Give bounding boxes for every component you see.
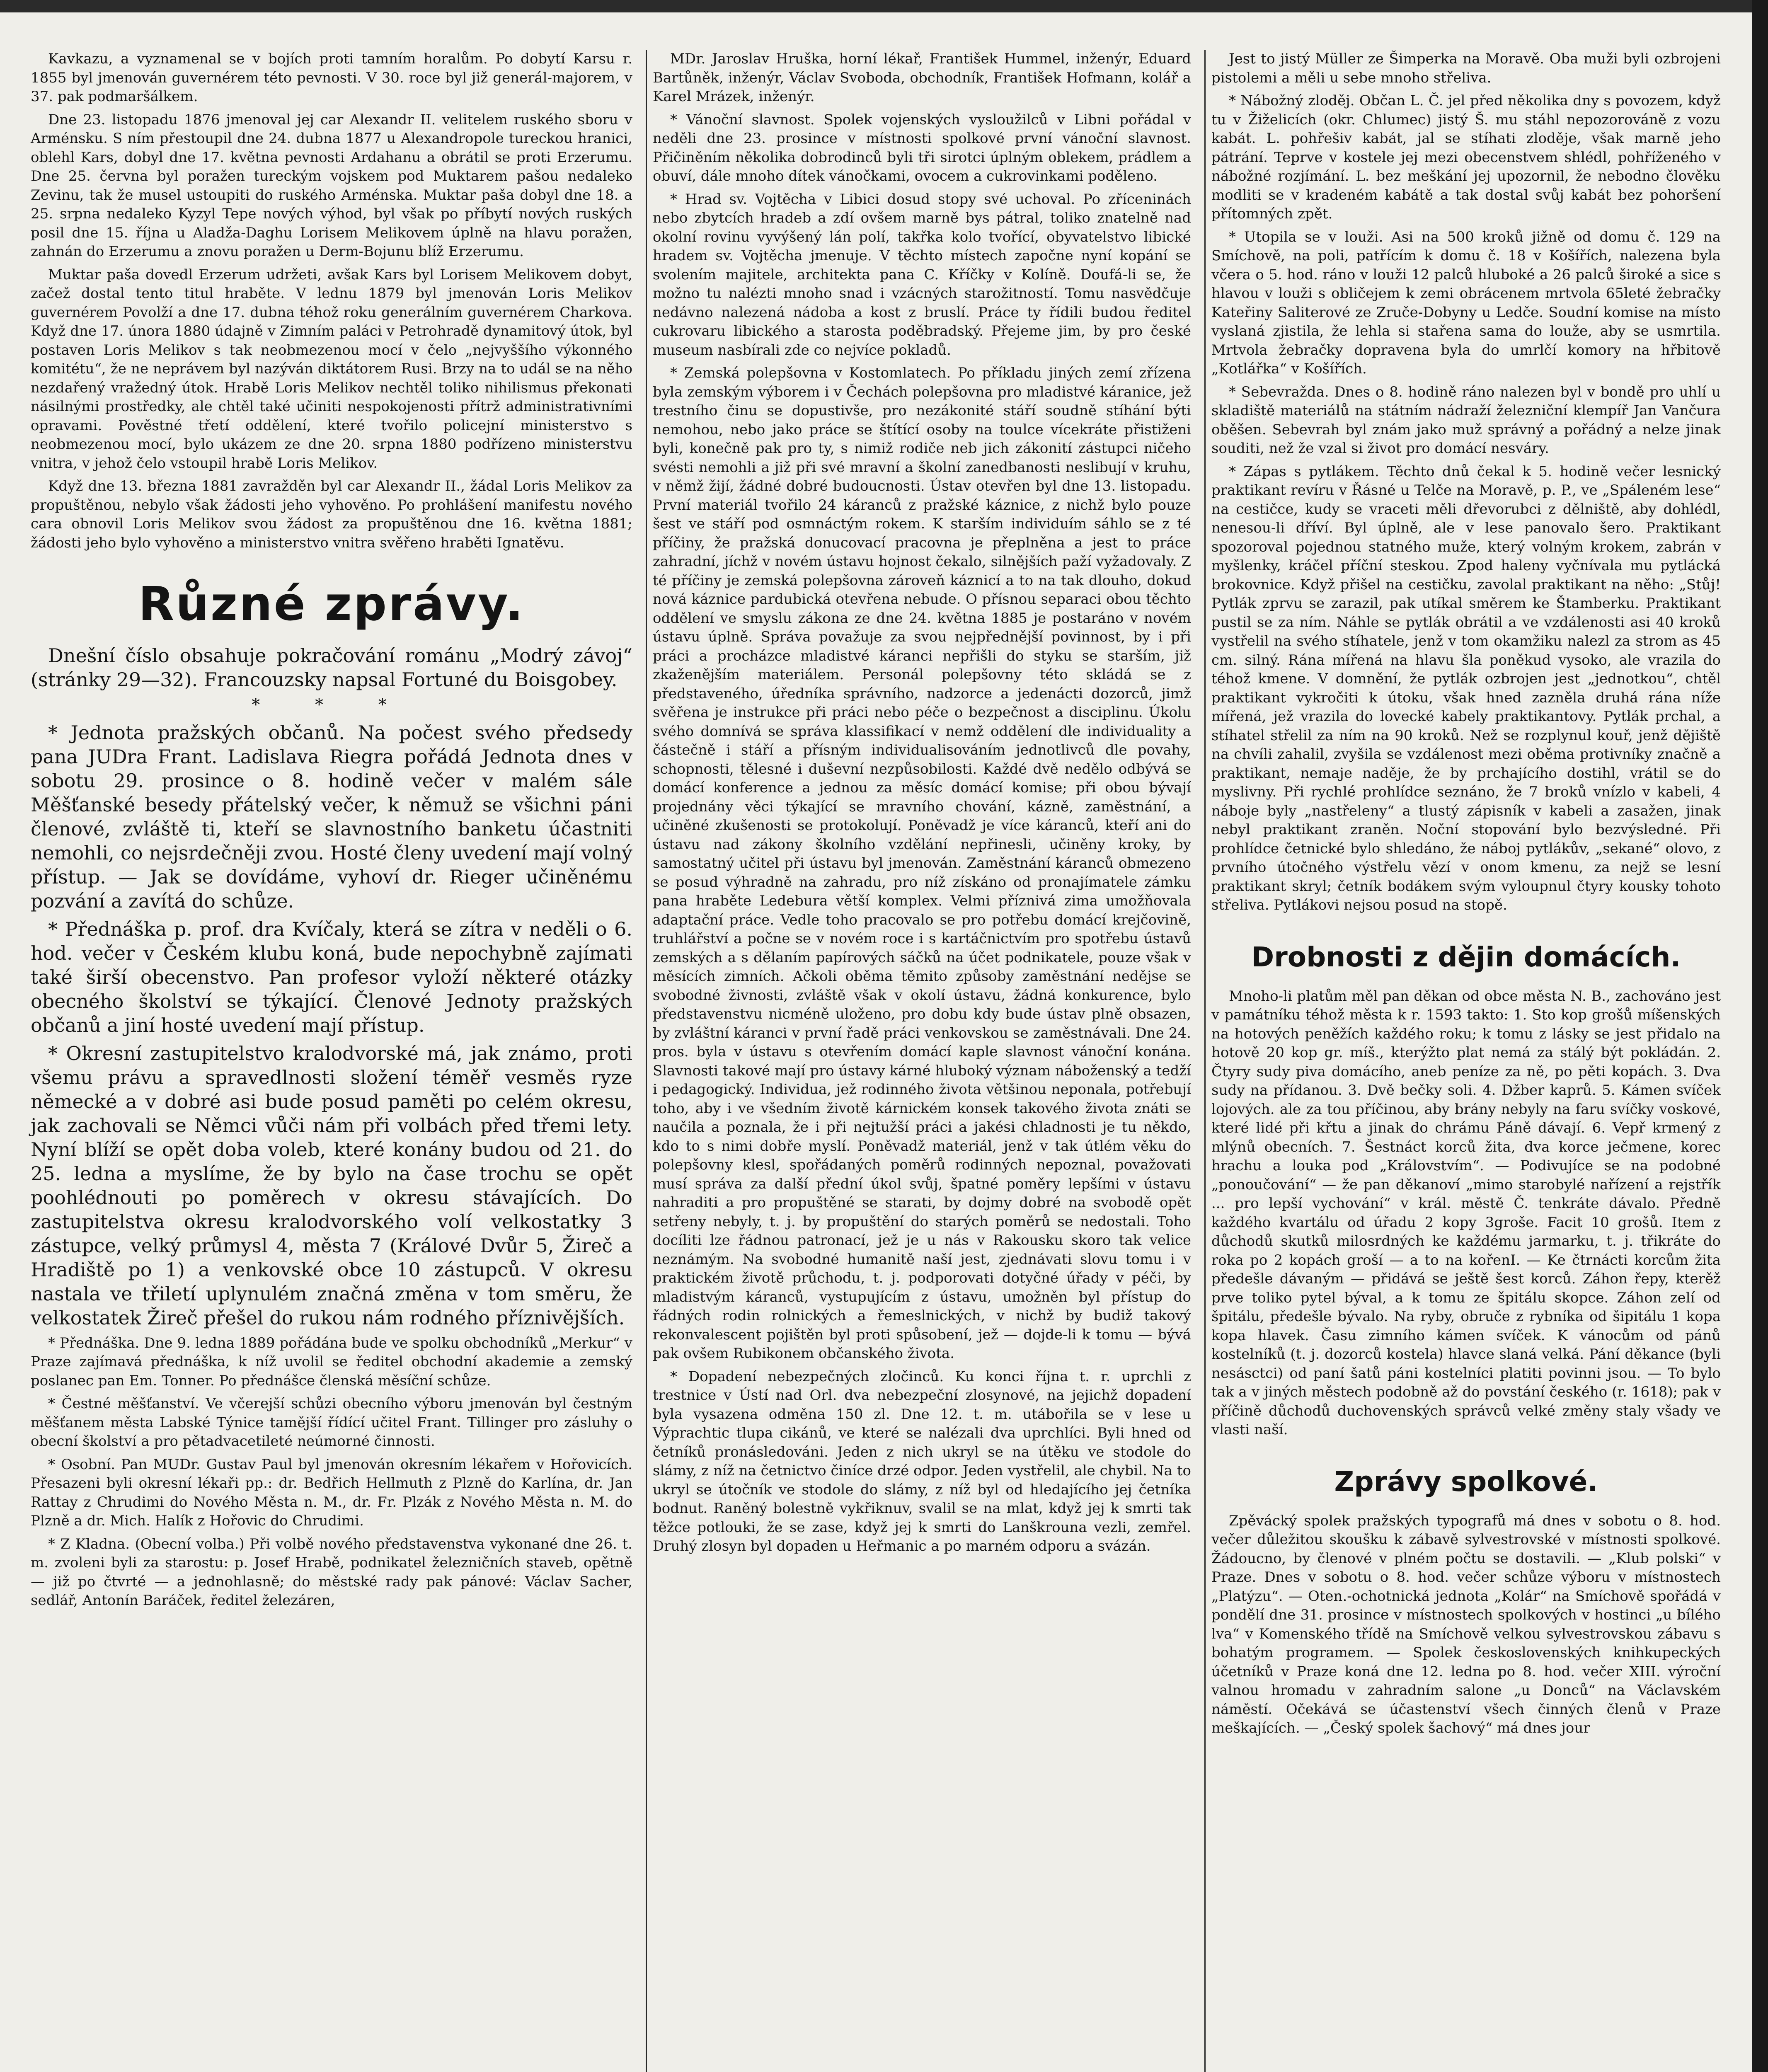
column-middle <box>646 50 1197 2072</box>
news-item: * Vánoční slavnost. Spolek vojenských vysloužilců v Libni pořádal v neděli dne 23. prosince v místnosti spolkové první vánoční slavnost. Přičiněním několika dobrodinců byli tři sirotci úplným oblekem, prádlem a obuví, dále mnoho dítek vánočkami, ovocem a cukrovinkami poděleno. <box>653 111 1191 184</box>
section-title-ruzne-zpravy: Různé zprávy. <box>138 577 525 631</box>
separator-asterisks: * * * <box>252 695 412 714</box>
news-item: * Čestné měšťanství. Ve včerejší schůzi obecního výboru jmenován byl čestným měšťanem města Labské Týnice tamější řídící učitel Frant. Tillinger pro zásluhy o obecní školství a pro pětadvacetileté neúmorné činnosti. <box>31 1395 632 1450</box>
news-item: * Z Kladna. (Obecní volba.) Při volbě nového představenstva vykonané dne 26. t. m. zvoleni byli za starostu: p. Josef Hrabě, podnikatel železničních staveb, opětně — již po čtvrté — a jednohlasně; do městské rady pak pánové: Václav Sacher, sedlář, Antonín Baráček, ředitel železáren, <box>31 1535 632 1609</box>
news-item: * Zápas s pytlákem. Těchto dnů čekal k 5. hodině večer lesnický praktikant revíru v Řásné u Telče na Moravě, p. P., ve „Spáleném lese“ na cestičce, kudy se vraceti měli dřevorubci z dělniště, aby dohlédl, nenesou-li dříví. Byl úplně, ale v lese panovalo šero. Praktikant spozoroval pojednou statného muže, který volným krokem, zabrán v myšlenky, kráčel příční steskou. Zpod haleny vyčnívala mu pytlácká brokovnice. Když přišel na cestičku, zavolal praktikant na něho: „Stůj! Pytlák zprvu se zarazil, pak utíkal směrem ke Štamberku. Praktikant pustil se za ním. Náhle se pytlák obrátil a ve vzdálenosti asi 40 kroků vystřelil na svého stíhatele, jenž v tom okamžiku nalezl za strom as 45 cm. silný. Rána mířená na hlavu šla poněkud vysoko, ale vrazila do téhož kmene. V domnění, že pytlák ozbrojen jest „jednotkou“, chtěl praktikant vykročiti k útoku, však hned zazněla druhá rána níže mířená, jež vrazila do lovecké kabely praktikantovy. Pytlák prchal, a stíhatel střelil za ním na 90 kroků. Než se rozplynul kouř, jenž dějiště na chvíli zahalil, zvyšila se vzdálenost mezi oběma protivníky značně a praktikant, nemaje naděje, že by prchajícího dostihl, vrátil se do myslivny. Při rychlé prohlídce seznáno, že 7 broků vnízlo v kabeli, 4 náboje byly „nastřeleny“ a tlustý zápisník v kabeli a zasažen, jinak nebyl praktikant zraněn. Noční stopování bylo bezvýsledné. Při prohlídce četnické bylo shledáno, že náboj pytlákův, „sekané“ olovo, z prvního útočného výstřelu vězí v onom kmenu, za nejž se lesní praktikant skryl; četník bodákem svým vyloupnul čtyry kousky tohoto střeliva. Pytlákovi nejsou posud na stopě. <box>1211 463 1721 913</box>
news-item: * Okresní zastupitelstvo kralodvorské má, jak známo, proti všemu právu a spravedlnosti složení téměř vesměs ryze německé a v dobré asi bude posud paměti po celém okresu, jak zachovali se Němci vůči nám při volbách před třemi lety. Nyní blíží se opět doba voleb, které konány budou od 21. do 25. ledna a myslíme, že by bylo na čase trochu se opět poohlédnouti po poměrech v okresu stávajících. Do zastupitelstva okresu kralodvorského volí velkostatky 3 zástupce, velký průmysl 4, města 7 (Králové Dvůr 5, Žireč a Hradiště po 1) a venkovské obce 10 zástupců. V okresu nastala ve třiletí uplynulém značná změna v tom směru, že velkostatek Žireč přešel do rukou nám rodného příznivějších. <box>31 1042 632 1329</box>
history-item: Mnoho-li platům měl pan děkan od obce města N. B., zachováno jest v památníku téhož města k r. 1593 takto: 1. Sto kop grošů míšenských na hotových peněžích každého roku; k tomu z lásky se jest přidalo na hotově 20 kop gr. míš., kterýžto plat nemá za stálý být pokládán. 2. Čtyry sudy piva domácího, aneb peníze za ně, po pěti kopách. 3. Dva sudy na přídanou. 3. Dvě bečky soli. 4. Džber kaprů. 5. Kámen svíček lojových. ale za tou příčinou, aby brány nebyly na faru svíčky voskové, které lidé při křtu a jinak do chrámu Páně dávají. 6. Vepř krmený z mlýnů obecních. 7. Šestnáct korců žita, dva korce ječmene, korec hrachu a louka pod „Královstvím“. — Podivujíce se na podobné „ponoučování“ — že pan děkanoví „mimo starobylé nařízení a rejstřík ... pro lepší vychování“ v král. městě Č. tenkráte dávalo. Předně každého kvartálu od úřadu 2 kopy 3groše. Facit 10 grošů. Item z důchodů skutků milosrdných ke každému jarmarku, t. j. třikráte do roka po 2 kopách groší — a to na kořenI. — Ke čtrnácti korcům žita předešle dávaným — přidává se ještě šest korců. Záhon řepy, kterěž prve toliko pytel býval, a k tomu ze špitálu skopce. Záhon zelí od špitálu, předešle bývalo. Na ryby, obruče z rybníka od šipitálu 1 kopa kopa hlavek. Času zimního kámen svíček. K vánocům od pánů kostelníků (t. j. dozorců kostela) hlavce slaná velká. Pání děkance (byli nesásctci) od paní šatů páni kostelníci platiti povinni jsou. — To bylo tak a v jiných městech podobně až do povstání českého (r. 1618); pak v příčině důchodů duchovenských správců velké změny staly všady ve vlasti naší. <box>1211 988 1721 1438</box>
column-left <box>25 50 638 2072</box>
scan-top-edge <box>0 0 1768 12</box>
paragraph: Jest to jistý Müller ze Šimperka na Moravě. Oba muži byli ozbrojeni pistolemi a měli u sebe mnoho střeliva. <box>1211 51 1721 86</box>
paragraph: Muktar paša dovedl Erzerum udržeti, avšak Kars byl Lorisem Melikovem dobyt, začež dostal tento titul hraběte. V lednu 1879 byl jmenován Loris Melikov guvernérem Povolží a dne 17. dubna téhož roku generálním guvernérem Charkova. Když dne 17. února 1880 údajně v Zimním paláci v Petrohradě dynamitový útok, byl postaven Loris Melikov s tak neobmezenou mocí v čelo „nejvyššího výkonného komitétu“, že ne neprávem byl nazýván diktátorem Rusi. Brzy na to udál se na něho nezdařený vražedný útok. Hrabě Loris Melikov nechtěl toliko nihilismus překonati násilnými prostředky, ale chtěl také učiniti nespokojenosti přítrž administrativními opravami. Pověstné třetí oddělení, které tvořilo policejní ministerstvo s neobmezenou mocí, bylo ukázem ze dne 20. srpna 1880 podřízeno ministerstvu vnitra, v jehož čelo vstoupil hrabě Loris Melikov. <box>31 266 632 472</box>
news-item: * Přednáška p. prof. dra Kvíčaly, která se zítra v neděli o 6. hod. večer v Českém klubu koná, bude nepochybně zajímati také širší obecenstvo. Pan profesor vyloží některé otázky obecného školství se týkající. Členové Jednoty pražských občanů a jiní hosté uvedení mají přístup. <box>31 917 632 1036</box>
news-item: * Osobní. Pan MUDr. Gustav Paul byl jmenován okresním lékařem v Hořovicích. Přesazeni byli okresní lékaři pp.: dr. Bedřich Hellmuth z Plzně do Karlína, dr. Jan Rattay z Chrudimi do Nového Města n. M., dr. Fr. Plzák z Nového Města n. M. do Plzně a dr. Mich. Halík z Hořovic do Chrudimi. <box>31 1456 632 1529</box>
news-item: * Sebevražda. Dnes o 8. hodině ráno nalezen byl v bondě pro uhlí u skladiště materiálů na státním nádraží železniční klempíř Jan Vančura oběšen. Sebevrah byl znám jako muž správný a pořádný a nelze jinak souditi, než že vzal si život pro domácí nesváry. <box>1211 383 1721 457</box>
paragraph: MDr. Jaroslav Hruška, horní lékař, František Hummel, inženýr, Eduard Bartůněk, inženýr, Václav Svoboda, obchodník, František Hofmann, kolář a Karel Mrázek, inženýr. <box>653 51 1191 105</box>
news-item: * Jednota pražských občanů. Na počest svého předsedy pana JUDra Frant. Ladislava Riegra pořádá Jednota dnes v sobotu 29. prosince o 8. hodině večer v malém sále Měšťanské besedy přátelský večer, k němuž se všichni páni členové, zvláště ti, kteří se slavnostního banketu účastniti nemohli, co nejsrdečněji zvou. Hosté členy uvedení mají volný přístup. — Jak se dovídáme, vyhoví dr. Rieger učiněnému pozvání a zavítá do schůze. <box>31 721 632 912</box>
paragraph: Kavkazu, a vyznamenal se v bojích proti tamním horalům. Po dobytí Karsu r. 1855 byl jmenován guvernérem této pevnosti. V 30. roce byl již generál-majorem, v 37. pak podmaršálkem. <box>31 51 632 105</box>
news-item: * Zemská polepšovna v Kostomlatech. Po příkladu jiných zemí zřízena byla zemským výborem i v Čechách polepšovna pro mladistvé káranice, jež trestního činu se dopustivše, pro nezákonité stáří soudně stíhání býti nemohou, nebo jako práce se štítící osoby na toulce vícekráte přistiženi byli, konečně pak pro ty, s nimiž rodiče neb jich zákonití zástupci ničeho svésti nemohli a již při své mravní a školní zanedbanosti neslibují v kruhu, v němž žijí, žádné dobré budoucnosti. Ústav otevřen byl dne 13. listopadu. První materiál tvořilo 24 káranců z pražské káznice, z nichž bylo pouze šest ve stáří pod osmnáctým rokem. K starším individuím sáhlo se z té příčiny, že pražská donucovací pracovna je přeplněna a jest to práce zahradní, jíchž v novém ústavu hojnost čekalo, silnějších paží vyžadovaly. Z té příčiny je zemská polepšovna zároveň káznicí a to na tak dlouho, dokud nová káznice pardubická otevřena nebude. O přísnou separaci obou těchto oddělení ve smyslu zákona ze dne 24. května 1885 je postaráno v novém ústavu úplně. Správa považuje za svou nejpřednější povinnost, by i při práci a procházce mladistvé káranci nepřišli do styku se starším, již zkaženějším materiálem. Personál polepšovny této skládá se z představeného, úředníka správního, nadzorce a jedenácti dozorců, jimž svěřena je instrukce při práci nebo péče o bezpečnost a disciplinu. Úkolu svého domnívá se správa klassifikací v nemž oddělení dle individuality a částečně i stáří a přísným individualisováním jednotlivců dle povahy, schopnosti, tělesné i duševní nezpůsobilosti. Každé dvě nedělo odbývá se domácí konference a jednou za měsíc domácí komise; při obou bývají projednány věci týkající se mravního chování, kázně, zaměstnání, a učiněné zkušenosti se protokolují. Poněvadž je více káranců, kteří ani do ústavu nad zákony školního vzdělání nepřinesli, učiněny kroky, by samostatný učitel při ústavu byl jmenován. Zaměstnání káranců obmezeno se posud výhradně na zahradu, pro níž získáno od pronajímatele zámku pana hraběte Ledebura větší komplex. Velmi příznivá zima umožňovala adaptační práce. Vedle toho pracovalo se pro potřebu domácí krejčovině, truhlářství a počne se v novém roce i s kartáčnictvím pro spotřebu ústavů zemských a s dělaním papírových sáčků na účet podnikatele, pouze však v měsících zimních. Ačkoli oběma těmito způsoby zaměstnání nedějse se svobodné živnosti, zvláště však v okolí ústavu, žádná konkurence, bylo představenstvu nicméně uloženo, pro dobu kdy bude ústav plně obsazen, by zvláštní káranci v první řadě práci venkovskou se zaměstnávali. Dne 24. pros. byla v ústavu s otevřením domácí kaple slavnost vánoční konána. Slavnosti takové mají pro ústavy kárné hluboký význam náboženský a tedží i pedagogický. Individua, jež rodinného života většinou neponala, potřebují toho, aby i ve všedním životě kárnickém konsek takového života znáti se naučila a poznala, že i při nejtužší práci a jakési chladnosti je tu někdo, kdo to s nimi dobře myslí. Poněvadž materiál, jenž v tak útlém věku do polepšovny klesl, spořádaných poměrů rodinných nepoznal, považovati musí správa za další přední úkol svůj, špatné poměry lepšími v ústavu nahraditi a pro propuštěné se starati, by dojmy dobré na svobodě opět setřeny nebyly, t. j. by propuštění do starých poměrů se nedostali. Toho docíliti lze řádnou patronací, jež je u nás v Rakousku skoro tak velice neznámým. Na svobodné humanitě naší jest, zjednávati slovu tomu i v praktickém životě průchodu, t. j. podporovati dotyčné úřady v péči, by mladistvým káranců, vystupujícím z ústavu, umožněn byl přístup do řádných rodin rolnických a řemeslnických, v nichž by budiž takový rekonvalescent pojištěn byl proti spůsobení, jež — dojde-li k tomu — bývá pak ovšem Rubikonem občanského života. <box>653 365 1191 1362</box>
news-item: * Hrad sv. Vojtěcha v Libici dosud stopy své uchoval. Po zříceninách nebo zbytcích hradeb a zdí ovšem marně bys pátral, toliko znatelně nad okolní rovinu vyvýšený lán polí, takřka kolo tvořící, obyvatelstvo libické hradem sv. Vojtěcha jmenuje. V těchto místech započne nyní kopání se svolením majitele, architekta pana C. Kříčky v Kolíně. Doufá-li se, že možno tu nalézti mnoho snad i vzácných starožitností. Tomu nasvědčuje nedávno nalezená nádoba a kost z bruslí. Práce ty řídili budou ředitel cukrovaru libického a starosta poděbradský. Přejeme jim, by pro české museum nasbírali zde co nejvíce pokladů. <box>653 191 1191 358</box>
news-item: * Přednáška. Dne 9. ledna 1889 pořádána bude ve spolku obchodníků „Merkur“ v Praze zajímavá přednáška, k níž uvolil se ředitel obchodní akademie a zemský poslanec pan Em. Tonner. Po přednášce členská měsíční schůze. <box>31 1334 632 1389</box>
section-title-zpravy-spolkove: Zprávy spolkové. <box>1334 1465 1598 1498</box>
column-right <box>1204 50 1727 2072</box>
news-item: * Utopila se v louži. Asi na 500 kroků jižně od domu č. 129 na Smíchově, na poli, patřícím k domu č. 18 v Košířích, nalezena byla včera o 5. hod. ráno v louži 12 palců hluboké a 26 palců široké a sice s hlavou v louži s obličejem k zemi obrácenem mrtvola 65leté žebračky Kateřiny Saliterové ze Zruče-Dobyny u Ledče. Soudní komise na místo vyslaná zjistila, že lehla si stařena sama do louže, aby se usmrtila. Mrtvola žebračky dopravena byla do umrlčí komory na hřbitově „Kotlářka“ v Košířích. <box>1211 228 1721 377</box>
paragraph: Když dne 13. března 1881 zavražděn byl car Alexandr II., žádal Loris Melikov za propuštěnou, nebylo však žádosti jeho vyhověno. Po prohlášení manifestu nového cara obnovil Loris Melikov svou žádost za propuštěnou dne 16. května 1881; žádosti jeho bylo vyhověno a ministerstvo vnitra svěřeno hraběti Ignatěvu. <box>31 478 632 551</box>
newspaper-page <box>25 50 1727 2072</box>
paragraph: Dne 23. listopadu 1876 jmenoval jej car Alexandr II. velitelem ruského sboru v Arménsku. S ním přestoupil dne 24. dubna 1877 u Alexandropole tureckou hranici, oblehl Kars, dobyl dne 17. května pevnosti Ardahanu a obrátil se proti Erzerumu. Dne 25. června byl poražen tureckým vojskem pod Muktarem pašou nedaleko Zevinu, tak že musel ustoupiti do ruského Arménska. Muktar paša dobyl dne 18. a 25. srpna nedaleko Kyzyl Tepe nových výhod, byl však po příbytí nových ruských posil dne 15. října u Aladža-Daghu Lorisem Melikovem úplně na hlavu poražen, zahnán do Erzerumu a znovu poražen u Derm-Bojunu blíž Erzerumu. <box>31 111 632 260</box>
scan-right-edge <box>1752 0 1768 2072</box>
news-item: * Dopadení nebezpečných zločinců. Ku konci října t. r. uprchli z trestnice v Ústí nad Orl. dva nebezpeční zlosynové, na jejichž dopadení byla vysazena odměna 150 zl. Dne 12. t. m. utábořila se v lese u Výprachtic tlupa cikánů, ve které se nalézali dva uprchlíci. Byli hned od četníků pronásledováni. Jeden z nich ukryl se na útěku ve stodole do slámy, z níž na četnictvo činíce drzé odpor. Jeden vystřelil, ale chybil. Na to ukryl se útočník ve stodole do slámy, z níž byl od hledajícího jej četníka bodnut. Raněný bolestně vykřiknuv, svalil se na mlat, když jej k smrti tak těžce potlouki, že se zase, když jej k smrti do Lanškrouna vezli, zemřel. Druhý zlosyn byl dopaden u Heřmanic a po marném odporu a svázán. <box>653 1368 1191 1554</box>
news-item: * Nábožný zloděj. Občan L. Č. jel před několika dny s povozem, když tu v Žiželicích (okr. Chlumec) jistý Š. mu stáhl nepozorováně z vozu kabát. L. pohřešiv kabát, jal se stíhati zloděje, však marně jeho pátrání. Teprve v kostele jej mezi obecenstvem shlédl, pohříženého v nábožné rozjímání. L. bez meškání jej upozornil, že nebodno člověku modliti se v kradeném kabátě a tak dostal svůj kabát bez pohoršení přítomných zpět. <box>1211 92 1721 222</box>
section-title-drobnosti: Drobnosti z dějin domácích. <box>1251 941 1681 973</box>
clubs-item: Zpěvácký spolek pražských typografů má dnes v sobotu o 8. hod. večer důležitou skoušku k zábavě sylvestrovské v místnosti spolkové. Žádoucno, by členové v plném počtu se dostavili. — „Klub polski“ v Praze. Dnes v sobotu o 8. hod. večer schůze výboru v místnostech „Platýzu“. — Oten.-ochotnická jednota „Kolár“ na Smíchově spořádá v pondělí dne 31. prosince v místnostech spolkových v hostinci „u bílého lva“ v Komenského třídě na Smíchově velkou sylvestrovskou zábavu s bohatým programem. — Spolek československých knihkupeckých účetníků v Praze koná dne 12. ledna po 8. hod. večer XIII. výroční valnou hromadu v zahradním salone „u Donců“ na Václavském náměstí. Očekává se účastenství všech činných členů v Praze meškajících. — „Český spolek šachový“ má dnes jour <box>1211 1512 1721 1736</box>
novel-notice: Dnešní číslo obsahuje pokračování románu „Modrý závoj“ (stránky 29—32). Francouzsky napsal Fortuné du Boisgobey. <box>31 644 632 691</box>
